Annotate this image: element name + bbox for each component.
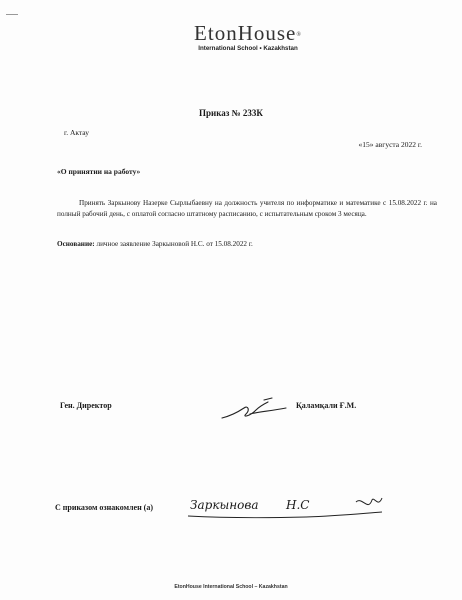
basis-label: Основание: (57, 240, 95, 248)
order-city: г. Актау (64, 128, 90, 137)
registered-mark: ® (296, 32, 302, 38)
logo-name-text: EtonHouse (194, 21, 297, 45)
order-subject: «О принятии на работу» (57, 167, 141, 176)
acknowledgement-label: С приказом ознакомлен (а) (55, 503, 153, 512)
order-body: Принять Заркынову Назерке Сырлыбаевну на должность учителя по информатике и математике с 15.08.2022 г. на полный рабочий день, с оплатой согласно штатному расписанию, с испытательным сроком 3 месяца. (57, 199, 437, 218)
director-signature (220, 396, 290, 426)
handwritten-surname: Заркынова (190, 498, 259, 512)
scan-mark (6, 14, 18, 15)
director-label: Ген. Директор (60, 401, 112, 410)
director-name: Қаламқали Ғ.М. (296, 401, 357, 410)
order-title: Приказ № 233К (199, 108, 263, 118)
logo-subtitle: International School • Kazakhstan (198, 45, 298, 52)
order-date: «15» августа 2022 г. (358, 140, 422, 149)
order-basis (57, 240, 437, 248)
logo-wordmark (168, 22, 328, 44)
school-logo (168, 22, 328, 52)
basis-text: личное заявление Заркыновой Н.С. от 15.08.2022 г. (94, 240, 253, 248)
employee-handwritten-acknowledgement (186, 492, 386, 522)
handwritten-initials: Н.С (286, 498, 310, 512)
page-footer: EtonHouse International School – Kazakhstan (174, 584, 288, 590)
